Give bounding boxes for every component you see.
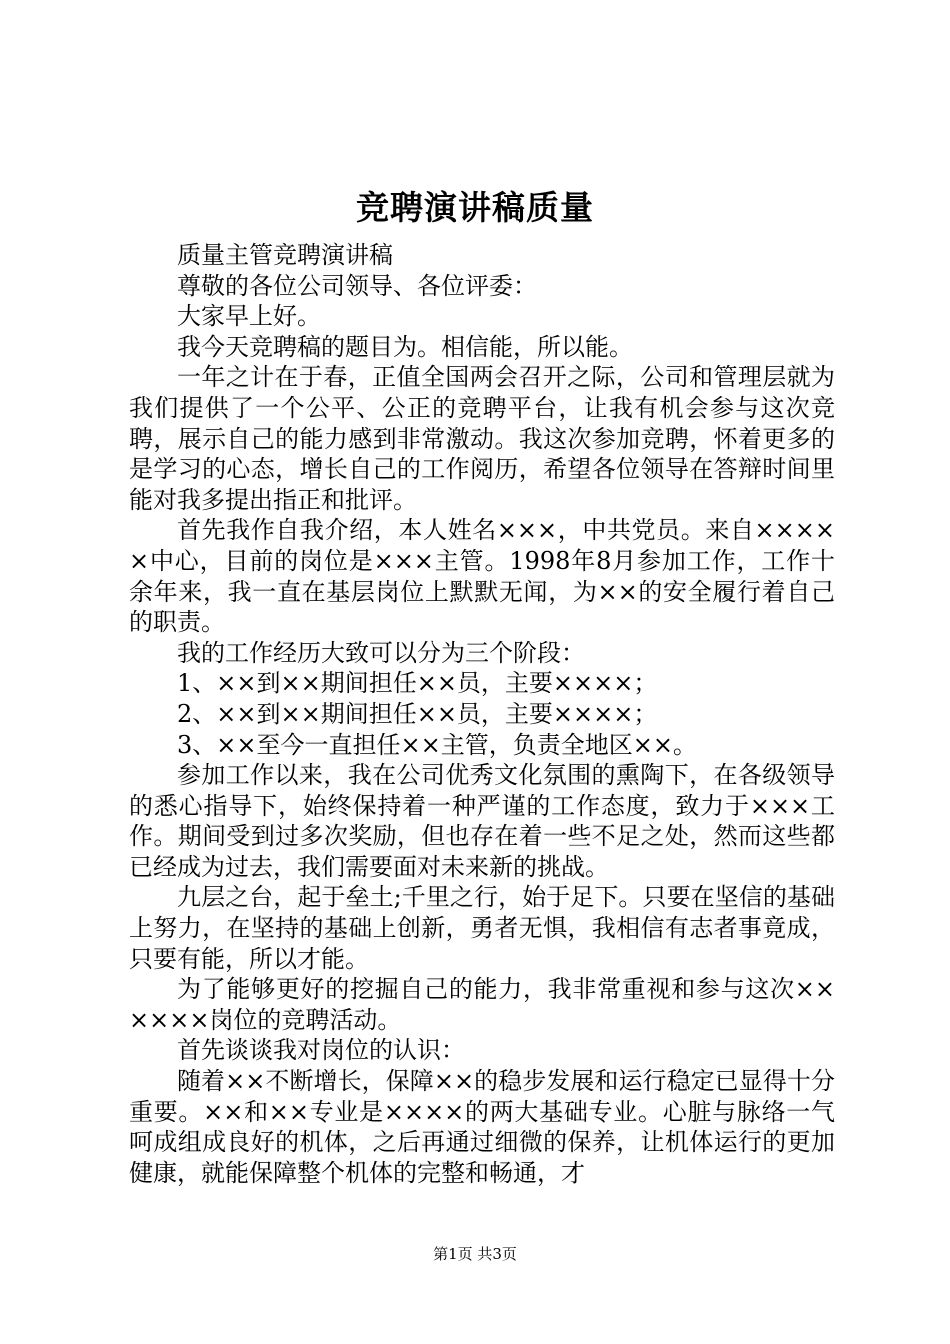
paragraph: 随着××不断增长，保障××的稳步发展和运行稳定已显得十分重要。××和××专业是××××的两大基础专业。心脏与脉络一气呵成组成良好的机体，之后再通过细微的保养，让机体运行的更加健康，就能保障整个机体的完整和畅通，才 — [129, 1067, 835, 1187]
paragraph: 一年之计在于春，正值全国两会召开之际，公司和管理层就为我们提供了一个公平、公正的竞聘平台，让我有机会参与这次竞聘，展示自己的能力感到非常激动。我这次参加竞聘，怀着更多的是学习的心态，增长自己的工作阅历，希望各位领导在答辩时间里能对我多提出指正和批评。 — [129, 363, 835, 514]
paragraph: 九层之台，起于垒土;千里之行，始于足下。只要在坚信的基础上努力，在坚持的基础上创新，勇者无惧，我相信有志者事竟成，只要有能，所以才能。 — [129, 883, 835, 973]
document-title: 竞聘演讲稿质量 — [356, 188, 594, 227]
paragraph: 尊敬的各位公司领导、各位评委： — [177, 271, 537, 300]
paragraph: 质量主管竞聘演讲稿 — [177, 241, 393, 269]
paragraph: 为了能够更好的挖掘自己的能力，我非常重视和参与这次××××××岗位的竞聘活动。 — [129, 975, 835, 1034]
paragraph: 首先谈谈我对岗位的认识： — [177, 1036, 465, 1065]
document-body — [129, 240, 835, 1188]
paragraph: 我的工作经历大致可以分为三个阶段： — [177, 638, 585, 667]
paragraph: 参加工作以来，我在公司优秀文化氛围的熏陶下，在各级领导的悉心指导下，始终保持着一种严谨的工作态度，致力于×××工作。期间受到过多次奖励，但也存在着一些不足之处，然而这些都已经成为过去，我们需要面对未来新的挑战。 — [129, 761, 835, 881]
paragraph: 首先我作自我介绍，本人姓名×××，中共党员。来自×××××中心，目前的岗位是×××主管。1998年8月参加工作，工作十余年来，我一直在基层岗位上默默无闻，为××的安全履行着自己的职责。 — [129, 516, 835, 637]
list-item: 1、××到××期间担任××员，主要××××； — [177, 669, 658, 698]
page-footer: 第1页 共3页 — [433, 1245, 517, 1263]
paragraph: 大家早上好。 — [177, 302, 321, 331]
list-item: 2、××到××期间担任××员，主要××××； — [177, 699, 658, 728]
list-item: 3、××至今一直担任××主管，负责全地区××。 — [177, 730, 697, 759]
paragraph: 我今天竞聘稿的题目为。相信能，所以能。 — [177, 332, 633, 361]
